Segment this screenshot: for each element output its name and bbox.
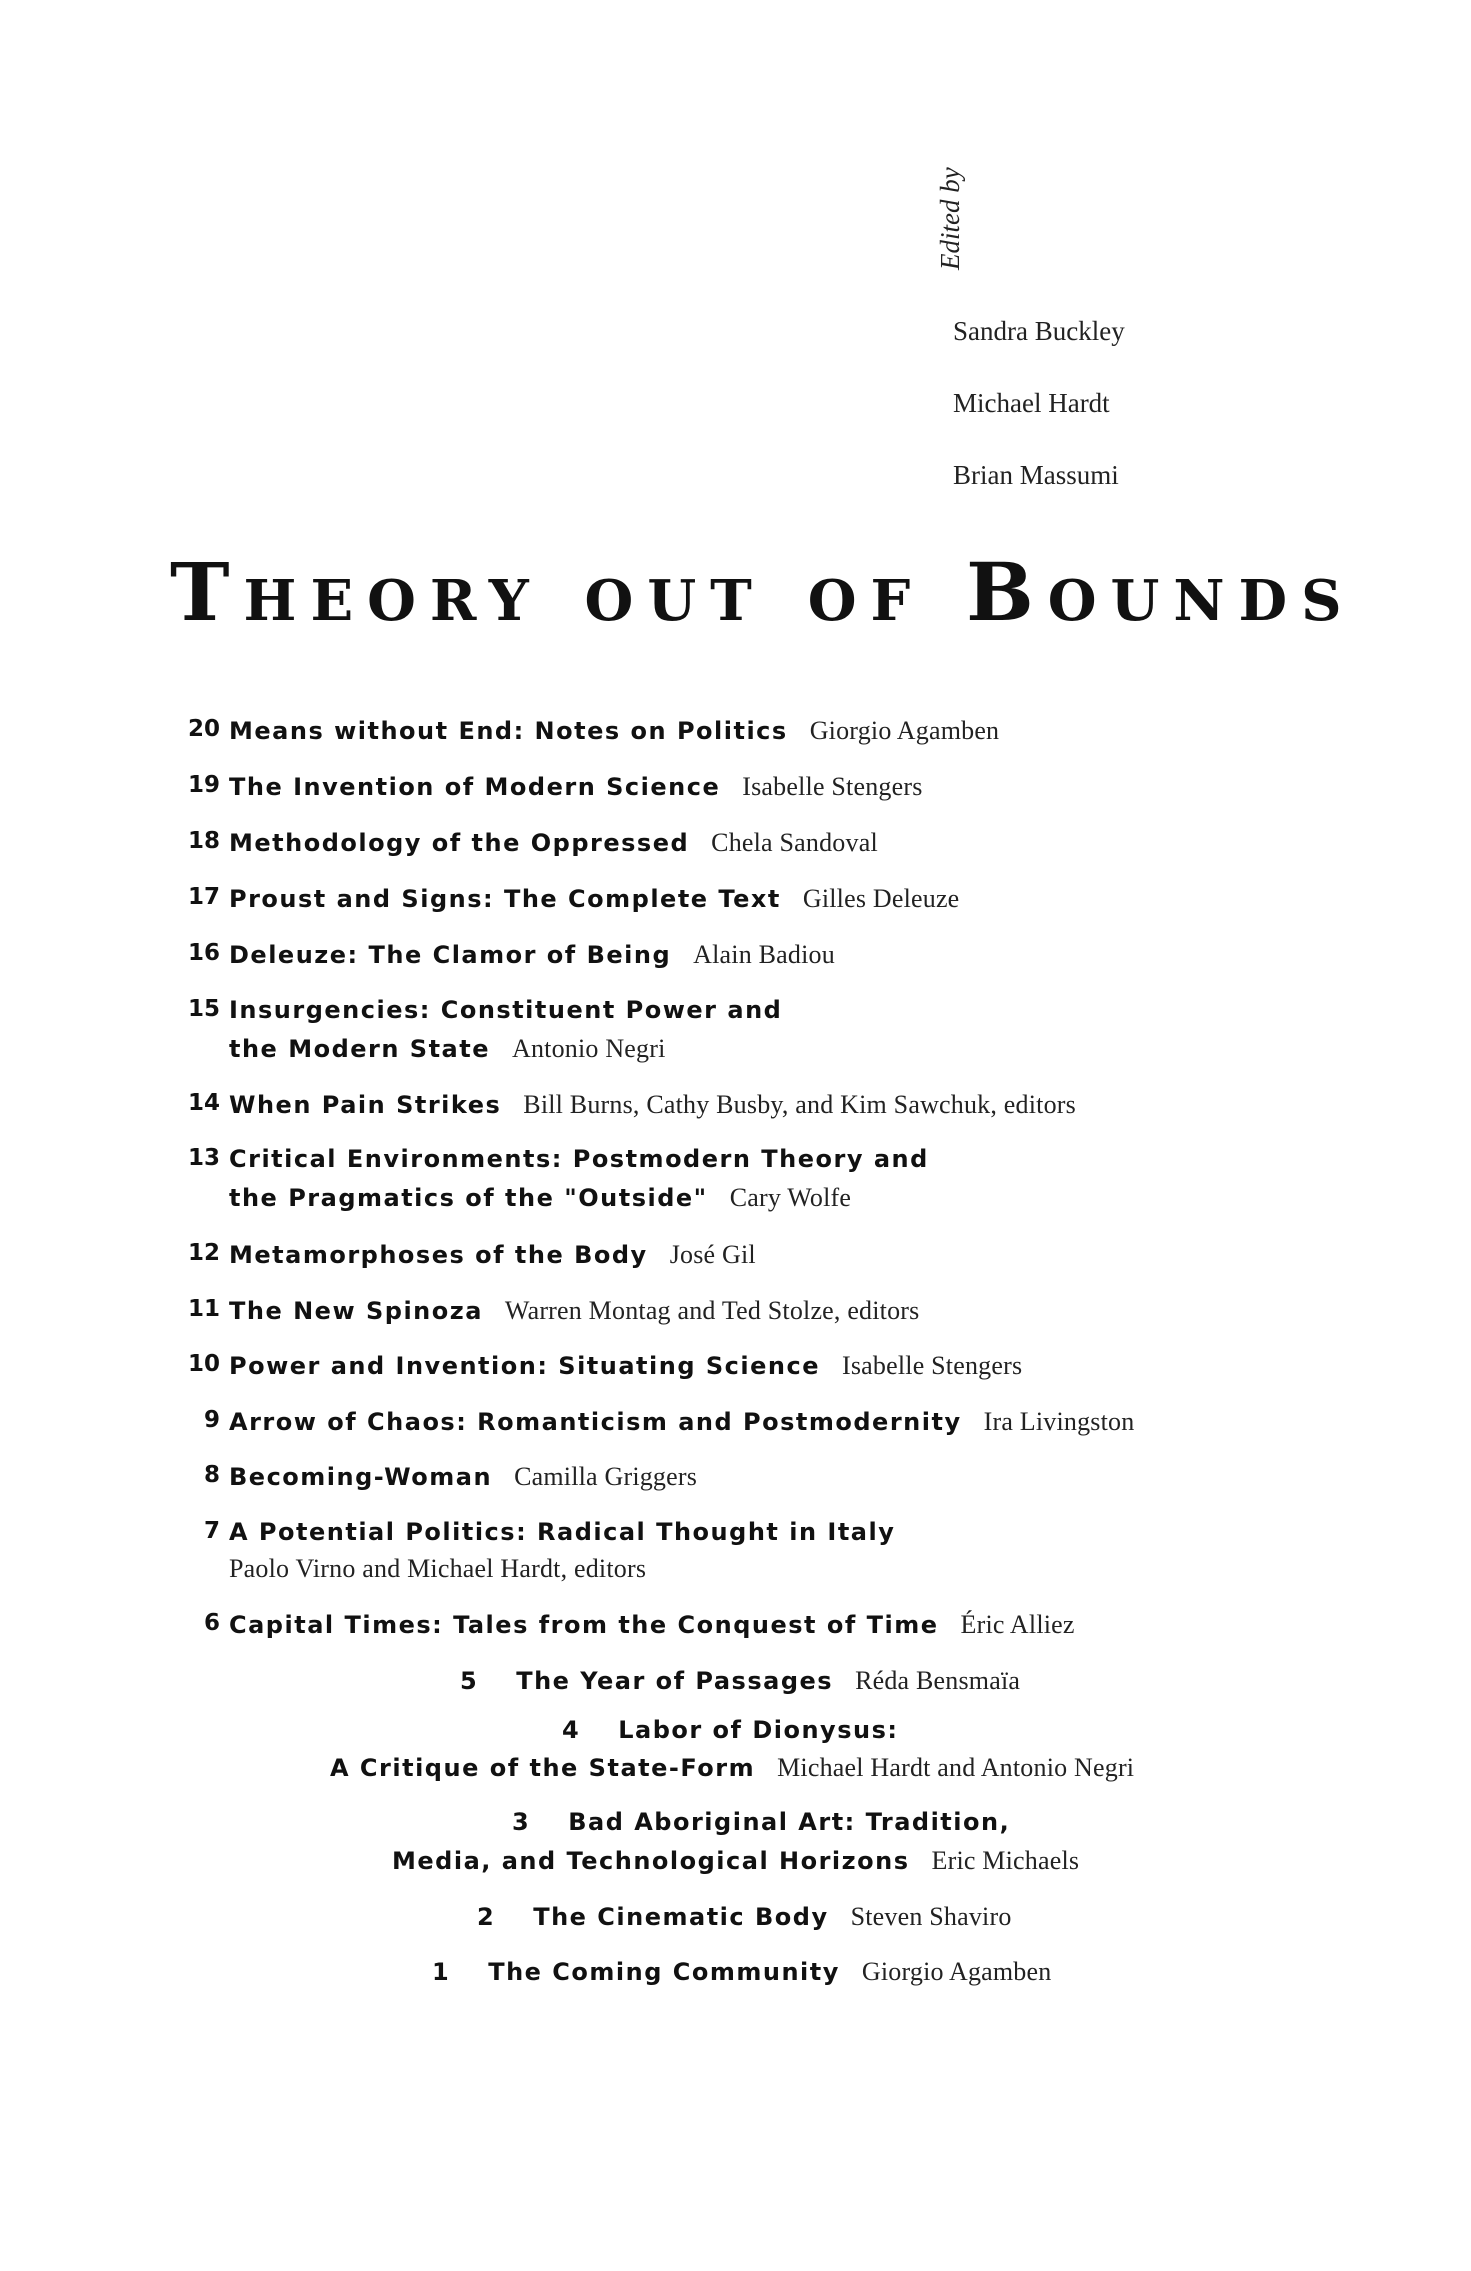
list-item [170,1296,920,1326]
volume-title: Proust and Signs: The Complete Text [229,885,781,913]
volume-title: The Year of Passages [516,1667,834,1695]
volume-number: 15 [187,996,220,1022]
list-item [460,1666,1020,1696]
list-item [562,1716,898,1744]
volume-author: Cary Wolfe [729,1183,852,1212]
volume-author: Camilla Griggers [514,1462,698,1491]
volume-title-line2: the Pragmatics of the "Outside" [229,1184,708,1212]
volume-author: Michael Hardt and Antonio Negri [777,1753,1135,1782]
volume-title: When Pain Strikes [229,1091,502,1119]
volume-author: Giorgio Agamben [861,1957,1052,1986]
volume-title: Methodology of the Oppressed [229,829,690,857]
volume-title: Deleuze: The Clamor of Being [229,941,672,969]
volume-author: Gilles Deleuze [802,884,960,913]
volume-title: The Cinematic Body [533,1903,829,1931]
list-item [170,1145,929,1173]
volume-author: Réda Bensmaïa [855,1666,1021,1695]
list-item-continuation [229,1183,851,1213]
volume-author: Paolo Virno and Michael Hardt, editors [229,1554,647,1583]
volume-author: Isabelle Stengers [742,772,923,801]
list-item-continuation [330,1753,1134,1783]
list-item [170,828,878,858]
volume-number: 4 [562,1716,581,1744]
volume-title: The Invention of Modern Science [229,773,721,801]
volume-author: Chela Sandoval [711,828,878,857]
volume-author: Antonio Negri [512,1034,666,1063]
list-item [170,1610,1075,1640]
volume-author: Bill Burns, Cathy Busby, and Kim Sawchuk, editors [523,1090,1076,1119]
list-item [170,996,782,1024]
list-item [477,1902,1012,1932]
list-item [170,1407,1134,1437]
volume-title: Arrow of Chaos: Romanticism and Postmodernity [229,1408,962,1436]
volume-number: 20 [187,716,220,742]
volume-author: Isabelle Stengers [841,1351,1023,1380]
volume-author: Ira Livingston [983,1407,1135,1436]
volume-number: 19 [187,772,220,798]
volume-author: Alain Badiou [693,940,835,969]
volume-number: 12 [187,1240,220,1266]
volume-title: The Coming Community [488,1958,840,1986]
volume-title: A Potential Politics: Radical Thought in Italy [229,1518,896,1546]
list-item [170,1518,895,1546]
volume-author: Eric Michaels [931,1846,1080,1875]
volume-title: Means without End: Notes on Politics [229,717,788,745]
volume-title: Becoming-Woman [229,1463,493,1491]
list-item [512,1808,1010,1836]
list-item [170,884,959,914]
list-item [170,1351,1022,1381]
volume-title-line2: the Modern State [229,1035,490,1063]
volume-number: 6 [203,1610,220,1636]
list-item [432,1957,1051,1987]
volume-number: 2 [477,1903,496,1931]
volume-title: Capital Times: Tales from the Conquest of Time [229,1611,939,1639]
list-item-continuation [229,1034,666,1064]
editor-name: Brian Massumi [953,460,1119,490]
list-item-continuation [229,1554,646,1584]
list-item [170,1462,697,1492]
series-title: Theory out of Bounds [170,545,1356,639]
volume-number: 5 [460,1667,479,1695]
list-item-continuation [392,1846,1079,1876]
list-item [170,940,835,970]
volume-number: 13 [187,1145,220,1171]
volume-title-line1: Bad Aboriginal Art: Tradition, [568,1808,1011,1836]
volume-title-line2: A Critique of the State-Form [330,1754,756,1782]
volume-number: 1 [432,1958,451,1986]
volume-number: 11 [187,1296,220,1322]
list-item [170,1240,756,1270]
volume-number: 18 [187,828,220,854]
volume-number: 14 [187,1090,220,1116]
volume-number: 3 [512,1808,531,1836]
volume-number: 9 [203,1407,220,1433]
volume-title: The New Spinoza [229,1297,483,1325]
editor-name: Michael Hardt [953,388,1110,418]
volume-title-line1: Critical Environments: Postmodern Theory and [229,1145,929,1173]
volume-title-line2: Media, and Technological Horizons [392,1847,910,1875]
volume-author: Giorgio Agamben [809,716,1000,745]
volume-number: 8 [203,1462,220,1488]
list-item [170,1090,1076,1120]
list-item [170,772,923,802]
volume-title-line1: Labor of Dionysus: [618,1716,899,1744]
volume-author: Steven Shaviro [850,1902,1012,1931]
volume-author: Warren Montag and Ted Stolze, editors [504,1296,920,1325]
volume-number: 10 [187,1351,220,1377]
volume-title: Metamorphoses of the Body [229,1241,648,1269]
volume-number: 7 [203,1518,220,1544]
volume-number: 16 [187,940,220,966]
volume-author: Éric Alliez [960,1610,1075,1639]
volume-title-line1: Insurgencies: Constituent Power and [229,996,783,1024]
editor-name: Sandra Buckley [953,316,1125,346]
volume-author: José Gil [669,1240,756,1269]
edited-by-label: Edited by [935,167,965,270]
list-item [170,716,999,746]
volume-title: Power and Invention: Situating Science [229,1352,820,1380]
volume-number: 17 [187,884,220,910]
